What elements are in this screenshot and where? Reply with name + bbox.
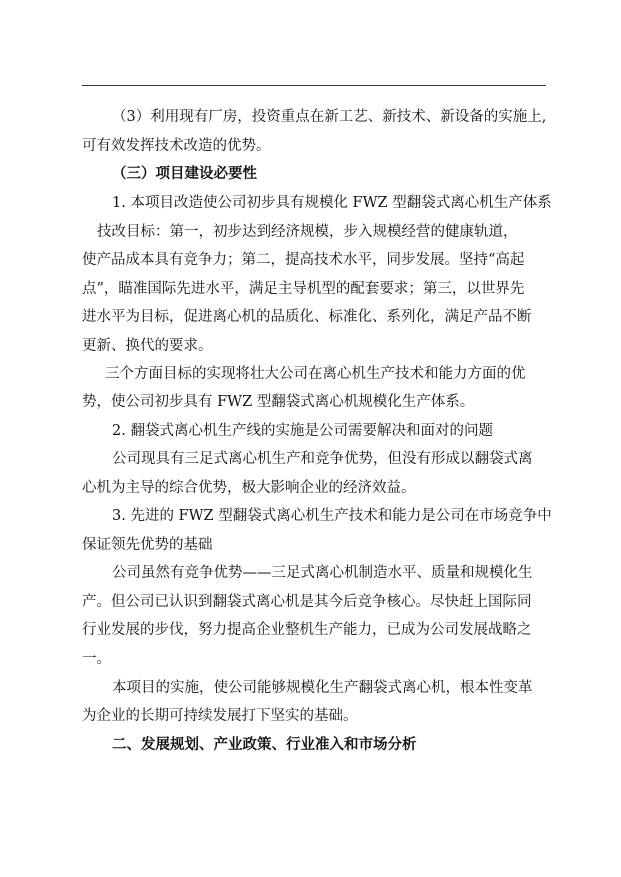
paragraph-line: 技改目标：第一，初步达到经济规模，步入规模经营的健康轨道，	[97, 224, 518, 240]
paragraph-line: 点”，瞄准国际先进水平，满足主导机型的配套要求；第三，以世界先	[82, 281, 525, 297]
paragraph-line: 为企业的长期可持续发展打下坚实的基础。	[82, 708, 358, 724]
paragraph-line: 可有效发挥技术改造的优势。	[82, 138, 271, 154]
paragraph-line: 产。但公司已认识到翻袋式离心机是其今后竞争核心。尽快赶上国际同	[82, 594, 532, 610]
paragraph-line: 使产品成本具有竞争力；第二，提高技术水平，同步发展。坚持“高起	[82, 252, 525, 268]
section-heading: （三）项目建设必要性	[112, 165, 257, 182]
paragraph-line: 行业发展的步伐，努力提高企业整机生产能力，已成为公司发展战略之	[82, 622, 532, 638]
paragraph-line: 一。	[82, 651, 111, 667]
paragraph-line: 心机为主导的综合优势，极大影响企业的经济效益。	[82, 480, 416, 496]
item-heading: 3. 先进的 FWZ 型翻袋式离心机生产技术和能力是公司在市场竞争中	[112, 508, 552, 524]
paragraph-line: 进水平为目标，促进离心机的品质化、标准化、系列化，满足产品不断	[82, 309, 532, 325]
paragraph-line: 三个方面目标的实现将壮大公司在离心机生产技术和能力方面的优	[105, 366, 526, 382]
paragraph-line: （3）利用现有厂房，投资重点在新工艺、新技术、新设备的实施上,	[112, 109, 547, 125]
paragraph-line: 势，使公司初步具有 FWZ 型翻袋式离心机规模化生产体系。	[82, 394, 475, 410]
chapter-heading: 二、发展规划、产业政策、行业准入和市场分析	[112, 736, 417, 753]
paragraph-line: 更新、换代的要求。	[82, 338, 213, 354]
paragraph-line: 公司现具有三足式离心机生产和竞争优势，但没有形成以翻袋式离	[112, 451, 533, 467]
paragraph-line: 公司虽然有竞争优势——三足式离心机制造水平、质量和规模化生	[112, 565, 533, 581]
item-heading-continued: 保证领先优势的基础	[82, 537, 213, 553]
header-rule	[82, 85, 546, 86]
item-heading: 1. 本项目改造使公司初步具有规模化 FWZ 型翻袋式离心机生产体系	[112, 195, 552, 211]
paragraph-line: 本项目的实施，使公司能够规模化生产翻袋式离心机，根本性变革	[112, 680, 533, 696]
item-heading: 2. 翻袋式离心机生产线的实施是公司需要解决和面对的问题	[112, 423, 493, 439]
